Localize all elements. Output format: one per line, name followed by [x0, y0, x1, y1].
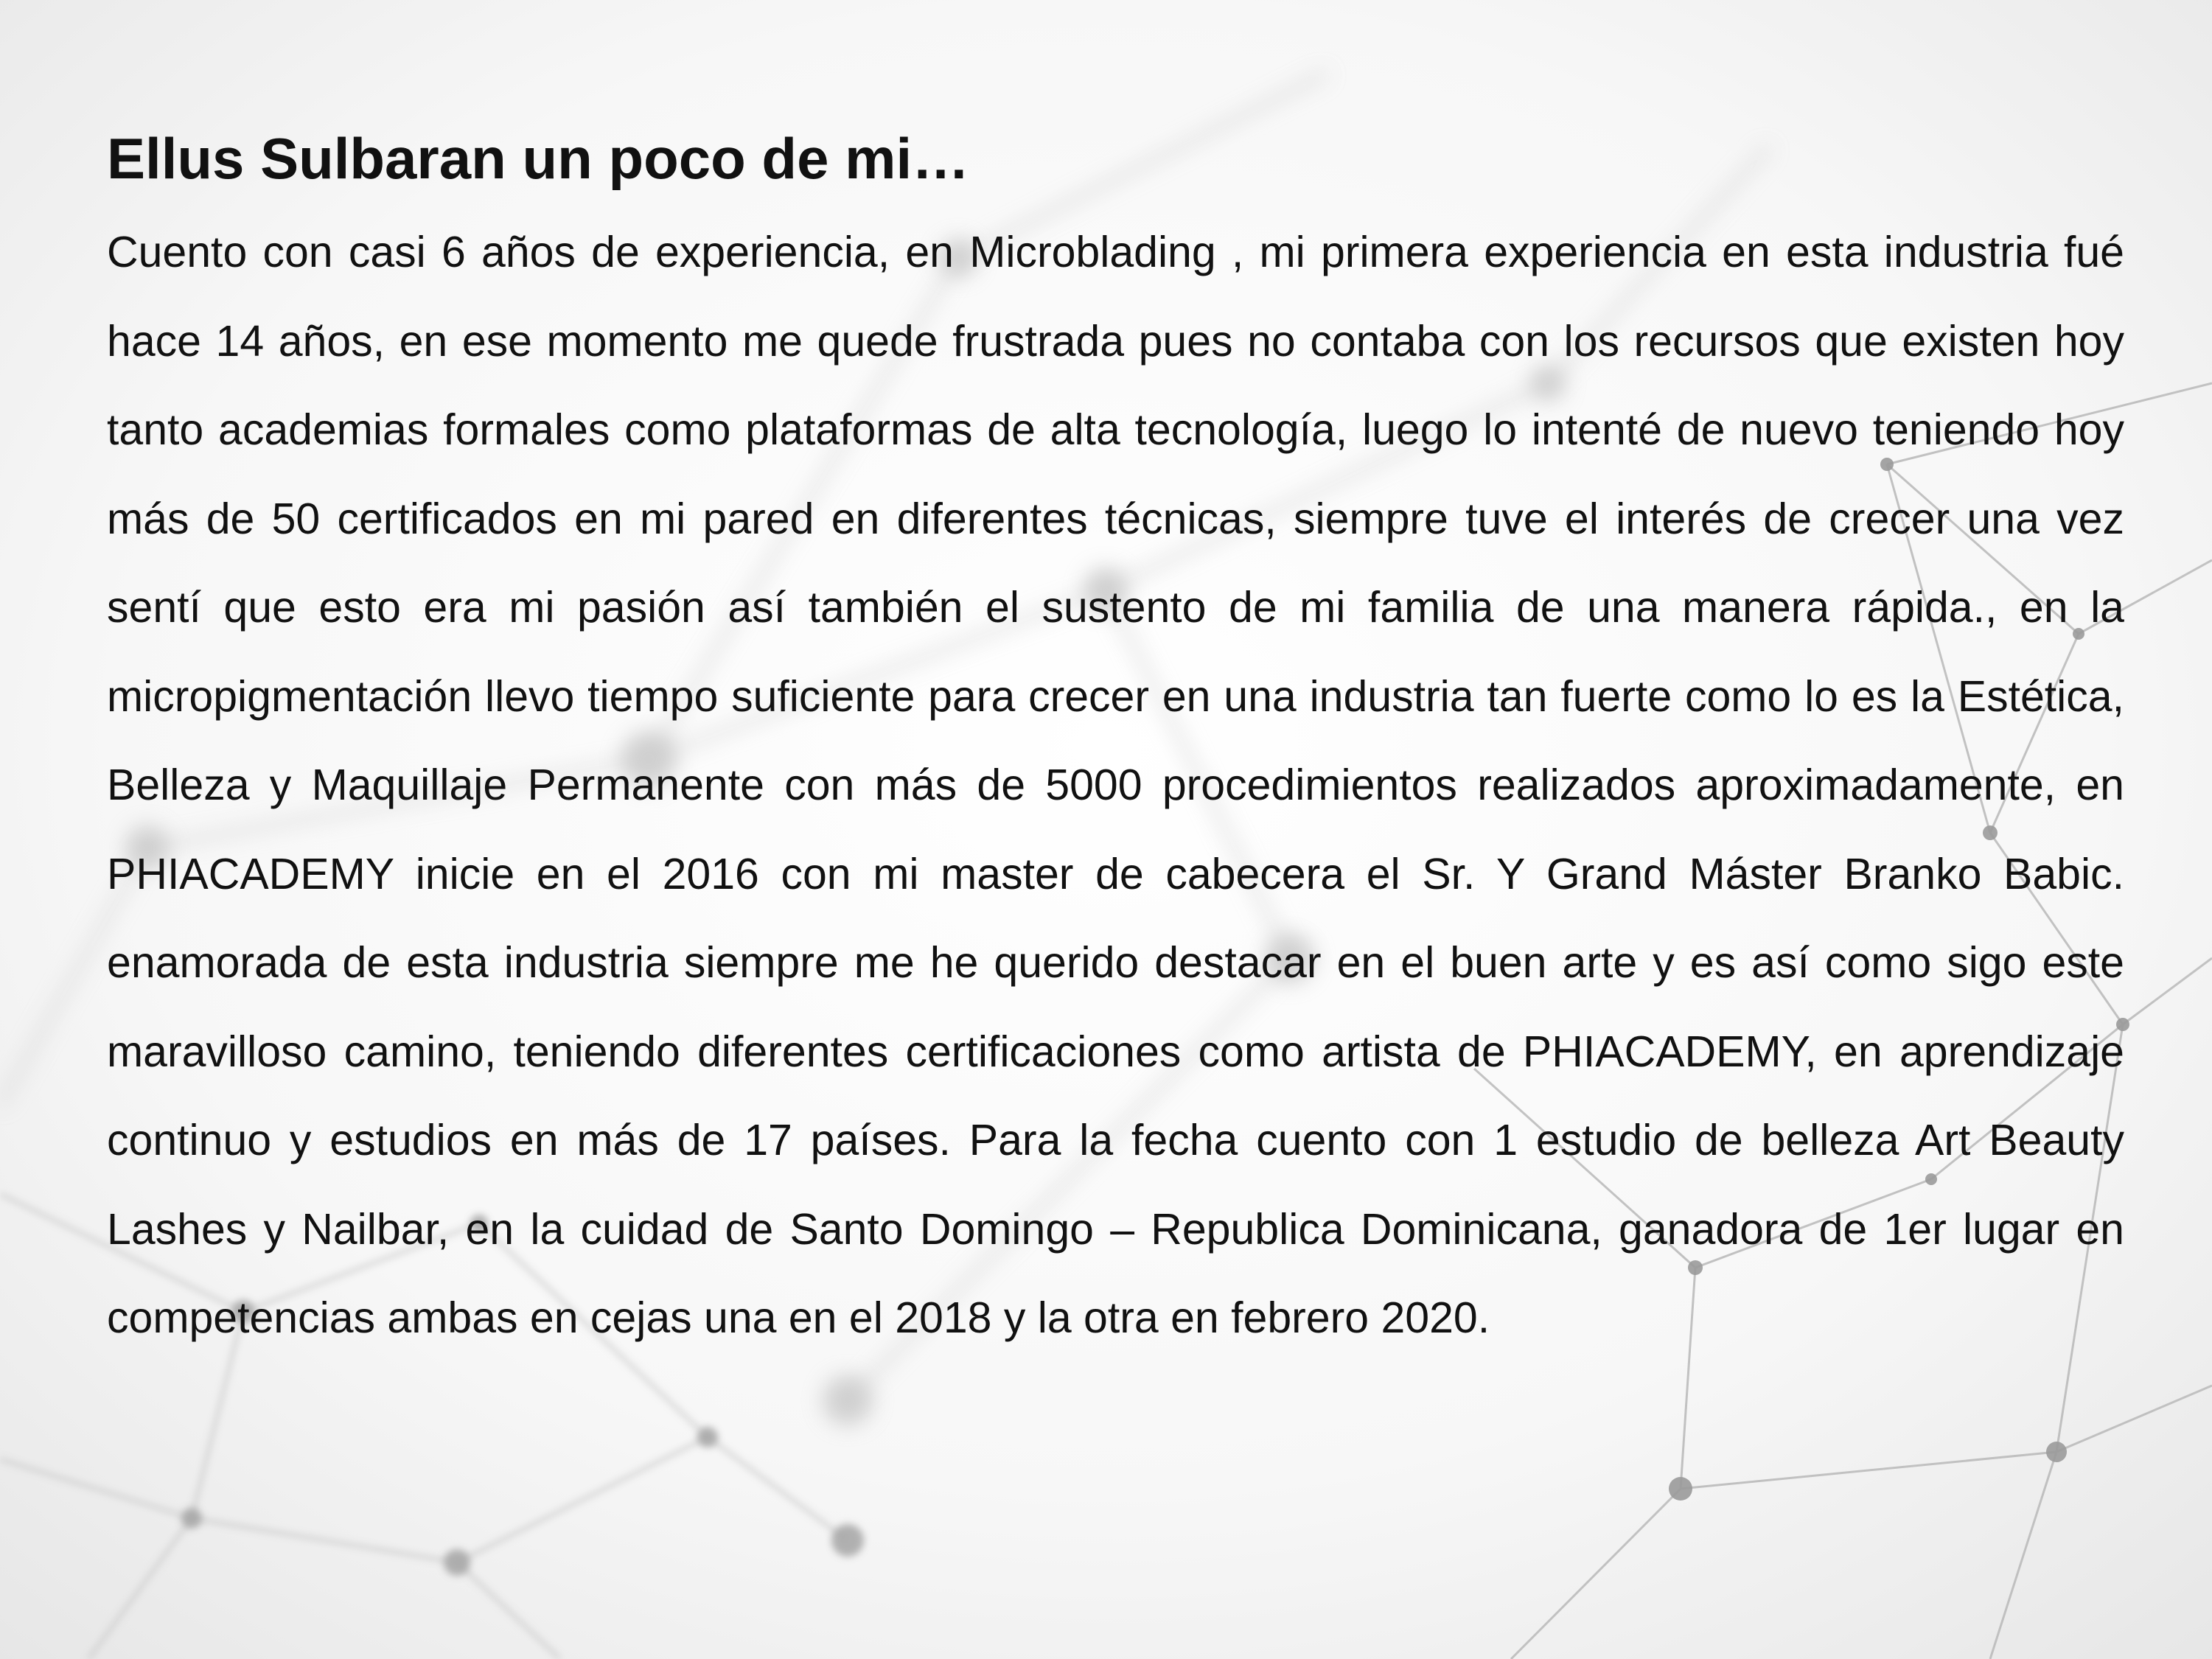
slide-title: Ellus Sulbaran un poco de mi…	[107, 126, 970, 191]
slide-content	[107, 118, 2124, 1363]
biography-paragraph: Cuento con casi 6 años de experiencia, en Microblading , mi primera experiencia en esta industria fué hace 14 años, en ese momento me quede frustrada pues no contaba con los recursos que existen hoy tanto academias formales como plataformas de alta tecnología, luego lo intenté de nuevo teniendo hoy más de 50 certificados en mi pared en diferentes técnicas, siempre tuve el interés de crecer una vez sentí que esto era mi pasión así también el sustento de mi familia de una manera rápida., en la micropigmentación llevo tiempo suficiente para crecer en una industria tan fuerte como lo es la Estética, Belleza y Maquillaje Permanente con más de 5000 procedimientos realizados aproximadamente, en PHIACADEMY inicie en el 2016 con mi master de cabecera el Sr. Y Grand Máster Branko Babic. enamorada de esta industria siempre me he querido destacar en el buen arte y es así como sigo este maravilloso camino, teniendo diferentes certificaciones como artista de PHIACADEMY, en aprendizaje continuo y estudios en más de 17 países. Para la fecha cuento con 1 estudio de belleza Art Beauty Lashes y Nailbar, en la cuidad de Santo Domingo – Republica Dominicana, ganadora de 1er lugar en competencias ambas en cejas una en el 2018 y la otra en febrero 2020.	[107, 228, 2124, 1342]
